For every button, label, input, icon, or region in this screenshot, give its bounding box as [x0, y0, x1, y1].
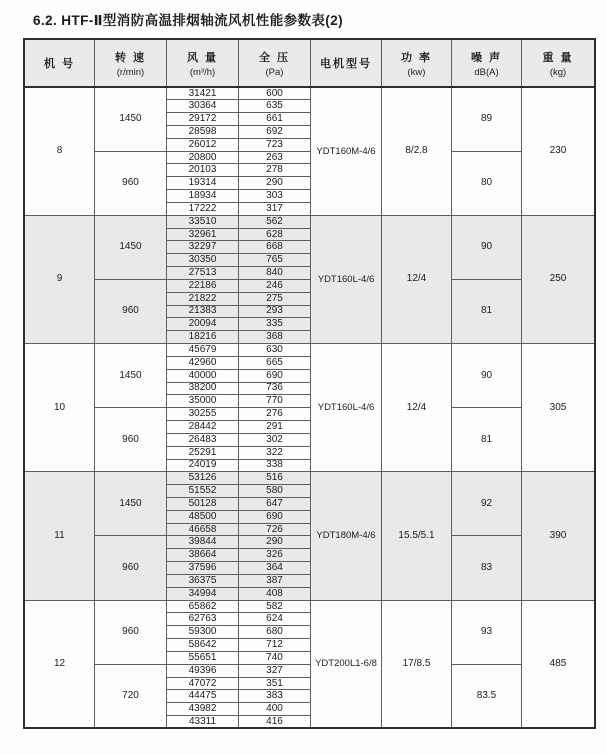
pressure-cell: 765	[239, 254, 311, 267]
air-volume-cell: 20094	[167, 318, 239, 331]
column-header-0	[24, 39, 95, 87]
column-label: 电机型号	[320, 58, 372, 70]
speed-cell: 1450	[95, 472, 167, 536]
table-row	[24, 600, 595, 613]
table-row	[24, 279, 595, 292]
weight-cell: 390	[522, 472, 596, 600]
air-volume-cell: 49396	[167, 664, 239, 677]
noise-cell: 93	[452, 600, 522, 664]
column-unit: (m³/h)	[189, 66, 216, 78]
column-label: 机 号	[43, 58, 76, 70]
header-row	[24, 39, 595, 87]
pressure-cell: 740	[239, 651, 311, 664]
pressure-cell: 692	[239, 125, 311, 138]
speed-cell: 720	[95, 664, 167, 728]
motor-model-cell: YDT160L-4/6	[311, 215, 382, 343]
air-volume-cell: 30350	[167, 254, 239, 267]
pressure-cell: 736	[239, 382, 311, 395]
column-label: 功 率	[400, 51, 433, 64]
column-header-6	[452, 39, 522, 87]
air-volume-cell: 46658	[167, 523, 239, 536]
air-volume-cell: 34994	[167, 587, 239, 600]
air-volume-cell: 22186	[167, 279, 239, 292]
speed-cell: 1450	[95, 344, 167, 408]
pressure-cell: 322	[239, 446, 311, 459]
air-volume-cell: 21822	[167, 292, 239, 305]
air-volume-cell: 39844	[167, 536, 239, 549]
pressure-cell: 275	[239, 292, 311, 305]
pressure-cell: 562	[239, 215, 311, 228]
air-volume-cell: 26483	[167, 433, 239, 446]
pressure-cell: 516	[239, 472, 311, 485]
air-volume-cell: 45679	[167, 344, 239, 357]
pressure-cell: 317	[239, 202, 311, 215]
noise-cell: 83.5	[452, 664, 522, 728]
air-volume-cell: 30255	[167, 408, 239, 421]
weight-cell: 250	[522, 215, 596, 343]
motor-model-cell: YDT180M-4/6	[311, 472, 382, 600]
pressure-cell: 582	[239, 600, 311, 613]
air-volume-cell: 20103	[167, 164, 239, 177]
pressure-cell: 263	[239, 151, 311, 164]
table-row	[24, 87, 595, 100]
air-volume-cell: 38200	[167, 382, 239, 395]
air-volume-cell: 38664	[167, 549, 239, 562]
speed-cell: 960	[95, 408, 167, 472]
column-label: 风 量	[186, 51, 219, 64]
column-unit: (Pa)	[265, 66, 284, 78]
pressure-cell: 335	[239, 318, 311, 331]
pressure-cell: 368	[239, 331, 311, 344]
table-row	[24, 664, 595, 677]
pressure-cell: 840	[239, 267, 311, 280]
air-volume-cell: 43311	[167, 716, 239, 729]
column-unit: dB(A)	[474, 66, 499, 78]
power-cell: 8/2.8	[382, 87, 452, 215]
speed-cell: 960	[95, 600, 167, 664]
air-volume-cell: 53126	[167, 472, 239, 485]
machine-no-cell: 9	[24, 215, 95, 343]
air-volume-cell: 29172	[167, 113, 239, 126]
air-volume-cell: 25291	[167, 446, 239, 459]
air-volume-cell: 30364	[167, 100, 239, 113]
pressure-cell: 647	[239, 498, 311, 511]
air-volume-cell: 43982	[167, 703, 239, 716]
column-header-2	[167, 39, 239, 87]
power-cell: 17/8.5	[382, 600, 452, 728]
air-volume-cell: 36375	[167, 574, 239, 587]
speed-cell: 960	[95, 151, 167, 215]
table-row	[24, 151, 595, 164]
column-label: 噪 声	[470, 51, 503, 64]
air-volume-cell: 27513	[167, 267, 239, 280]
pressure-cell: 668	[239, 241, 311, 254]
pressure-cell: 387	[239, 574, 311, 587]
air-volume-cell: 48500	[167, 510, 239, 523]
pressure-cell: 290	[239, 536, 311, 549]
table-row	[24, 472, 595, 485]
air-volume-cell: 18216	[167, 331, 239, 344]
table-row	[24, 215, 595, 228]
pressure-cell: 351	[239, 677, 311, 690]
table-header	[24, 39, 595, 87]
pressure-cell: 364	[239, 562, 311, 575]
pressure-cell: 635	[239, 100, 311, 113]
pressure-cell: 302	[239, 433, 311, 446]
machine-no-cell: 8	[24, 87, 95, 215]
air-volume-cell: 32297	[167, 241, 239, 254]
table-row	[24, 536, 595, 549]
air-volume-cell: 50128	[167, 498, 239, 511]
pressure-cell: 246	[239, 279, 311, 292]
pressure-cell: 338	[239, 459, 311, 472]
air-volume-cell: 44475	[167, 690, 239, 703]
noise-cell: 90	[452, 344, 522, 408]
noise-cell: 81	[452, 408, 522, 472]
air-volume-cell: 55651	[167, 651, 239, 664]
air-volume-cell: 35000	[167, 395, 239, 408]
air-volume-cell: 40000	[167, 369, 239, 382]
pressure-cell: 383	[239, 690, 311, 703]
air-volume-cell: 20800	[167, 151, 239, 164]
weight-cell: 485	[522, 600, 596, 728]
weight-cell: 305	[522, 344, 596, 472]
pressure-cell: 680	[239, 626, 311, 639]
column-unit: (kg)	[549, 66, 567, 78]
pressure-cell: 600	[239, 87, 311, 100]
air-volume-cell: 19314	[167, 177, 239, 190]
column-header-5	[382, 39, 452, 87]
air-volume-cell: 28598	[167, 125, 239, 138]
column-label: 全 压	[258, 51, 291, 64]
pressure-cell: 690	[239, 510, 311, 523]
air-volume-cell: 47072	[167, 677, 239, 690]
air-volume-cell: 65862	[167, 600, 239, 613]
air-volume-cell: 31421	[167, 87, 239, 100]
air-volume-cell: 24019	[167, 459, 239, 472]
pressure-cell: 665	[239, 356, 311, 369]
table-body	[24, 87, 595, 728]
column-label: 转 速	[114, 51, 147, 64]
pressure-cell: 628	[239, 228, 311, 241]
pressure-cell: 416	[239, 716, 311, 729]
weight-cell: 230	[522, 87, 596, 215]
pressure-cell: 624	[239, 613, 311, 626]
pressure-cell: 690	[239, 369, 311, 382]
pressure-cell: 400	[239, 703, 311, 716]
speed-cell: 1450	[95, 215, 167, 279]
speed-cell: 960	[95, 536, 167, 600]
page-title: 6.2. HTF-Ⅱ型消防高温排烟轴流风机性能参数表(2)	[33, 13, 343, 28]
air-volume-cell: 21383	[167, 305, 239, 318]
column-header-3	[239, 39, 311, 87]
noise-cell: 92	[452, 472, 522, 536]
table-row	[24, 344, 595, 357]
pressure-cell: 723	[239, 138, 311, 151]
air-volume-cell: 32961	[167, 228, 239, 241]
noise-cell: 83	[452, 536, 522, 600]
air-volume-cell: 58642	[167, 639, 239, 652]
column-header-4	[311, 39, 382, 87]
pressure-cell: 293	[239, 305, 311, 318]
pressure-cell: 290	[239, 177, 311, 190]
machine-no-cell: 10	[24, 344, 95, 472]
pressure-cell: 580	[239, 485, 311, 498]
column-label: 重 量	[542, 51, 574, 64]
air-volume-cell: 17222	[167, 202, 239, 215]
noise-cell: 89	[452, 87, 522, 151]
pressure-cell: 408	[239, 587, 311, 600]
motor-model-cell: YDT160L-4/6	[311, 344, 382, 472]
noise-cell: 81	[452, 279, 522, 343]
air-volume-cell: 28442	[167, 421, 239, 434]
pressure-cell: 630	[239, 344, 311, 357]
air-volume-cell: 18934	[167, 190, 239, 203]
machine-no-cell: 12	[24, 600, 95, 728]
pressure-cell: 326	[239, 549, 311, 562]
power-cell: 15.5/5.1	[382, 472, 452, 600]
pressure-cell: 291	[239, 421, 311, 434]
air-volume-cell: 59300	[167, 626, 239, 639]
fan-performance-table	[23, 38, 596, 729]
pressure-cell: 726	[239, 523, 311, 536]
pressure-cell: 770	[239, 395, 311, 408]
air-volume-cell: 62763	[167, 613, 239, 626]
pressure-cell: 303	[239, 190, 311, 203]
pressure-cell: 276	[239, 408, 311, 421]
air-volume-cell: 51552	[167, 485, 239, 498]
pressure-cell: 661	[239, 113, 311, 126]
column-unit: (kw)	[407, 66, 426, 78]
noise-cell: 90	[452, 215, 522, 279]
motor-model-cell: YDT200L1-6/8	[311, 600, 382, 728]
pressure-cell: 327	[239, 664, 311, 677]
noise-cell: 80	[452, 151, 522, 215]
pressure-cell: 278	[239, 164, 311, 177]
power-cell: 12/4	[382, 344, 452, 472]
motor-model-cell: YDT160M-4/6	[311, 87, 382, 215]
table-row	[24, 408, 595, 421]
speed-cell: 960	[95, 279, 167, 343]
column-unit: (r/min)	[116, 66, 145, 78]
machine-no-cell: 11	[24, 472, 95, 600]
air-volume-cell: 42960	[167, 356, 239, 369]
air-volume-cell: 37596	[167, 562, 239, 575]
pressure-cell: 712	[239, 639, 311, 652]
power-cell: 12/4	[382, 215, 452, 343]
column-header-1	[95, 39, 167, 87]
column-header-7	[522, 39, 596, 87]
air-volume-cell: 26012	[167, 138, 239, 151]
speed-cell: 1450	[95, 87, 167, 151]
air-volume-cell: 33510	[167, 215, 239, 228]
